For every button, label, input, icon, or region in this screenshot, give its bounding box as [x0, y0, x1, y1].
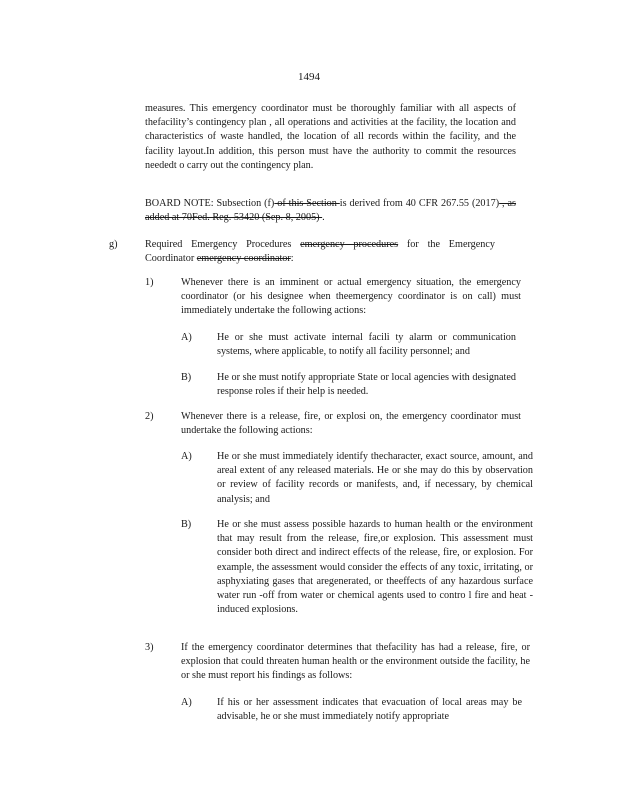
item-2b-text: He or she must assess possible hazards to human health or the environment that may result from the release, fire,or explosion. This assessment must consider both direct and indirect effects of the release, fire, or explosion. For example, the assessment would consider the effects of any toxic, irritating, or asphyxiating gases that aregenerated, or theeffects of any hazardous surface water run -off from water or chemical agents used to contro l fire and heat -induced explosions.: [217, 519, 533, 616]
item-2a-text: He or she must immediately identify thecharacter, exact source, amount, and areal extent of any released materials. He or she may do this by observation or review of facility records or manifests, and, if necessary, by chemical analysis; and: [217, 451, 533, 505]
item-3a-label: A): [181, 697, 192, 708]
item-2b-label: B): [181, 519, 192, 530]
board-note-struck-citation: , as added at 70Fed. Reg. 53420 (Sep. 8, 2005): [145, 198, 517, 224]
board-note-suffix: .: [322, 212, 325, 224]
section-g-text-3: :: [290, 253, 294, 265]
board-note-struck-text: of this Section: [274, 198, 340, 209]
section-g-struck-text-2: emergency coordinator: [196, 253, 291, 265]
item-1b-label: B): [181, 372, 192, 383]
item-1a-label: A): [181, 332, 192, 343]
board-note: [145, 197, 516, 225]
section-g-label: g): [109, 239, 118, 250]
item-2a-label: A): [181, 451, 192, 462]
page-number: 1494: [298, 71, 320, 83]
item-2-label: 2): [145, 411, 154, 422]
item-1-label: 1): [145, 277, 154, 288]
item-3a-text: If his or her assessment indicates that evacuation of local areas may be advisable, he or she must immediately notify appropriate: [217, 697, 522, 723]
item-3-text: If the emergency coordinator determines that thefacility has had a release, fire, or explosion that could threaten human health or the environment outside the facility, he or she must report his findings as follows:: [181, 642, 530, 682]
board-note-citation: is derived from 40 CFR 267.55 (2017): [339, 198, 500, 209]
intro-paragraph: measures. This emergency coordinator must be thoroughly familiar with all aspects of thefacility’s contingency plan , all operations and activities at the facility, the location and characteristics of waste handled, the location of all records within the facility, and the facility layout.In addition, this person must have the authority to commit the resources neededt o carry out the contingency plan.: [145, 103, 516, 171]
item-1b-text: He or she must notify appropriate State or local agencies with designated response roles if their help is needed.: [217, 372, 516, 398]
section-g-text: Required Emergency Procedures: [145, 239, 301, 250]
section-g-heading: [145, 238, 495, 266]
item-3-label: 3): [145, 642, 154, 653]
item-2-text: Whenever there is a release, fire, or explosi on, the emergency coordinator must undertake the following actions:: [181, 411, 521, 437]
section-g-struck-text: emergency procedures: [300, 239, 399, 250]
section-g-text-2: for the Emergency Coordinator: [145, 239, 496, 265]
board-note-prefix: BOARD NOTE: Subsection (f): [145, 198, 275, 209]
item-1a-text: He or she must activate internal facili ty alarm or communication systems, where applicable, to notify all facility personnel; and: [217, 332, 516, 358]
item-1-text: Whenever there is an imminent or actual emergency situation, the emergency coordinator (or his designee when theemergency coordinator is on call) must immediately undertake the following actions:: [181, 277, 521, 317]
